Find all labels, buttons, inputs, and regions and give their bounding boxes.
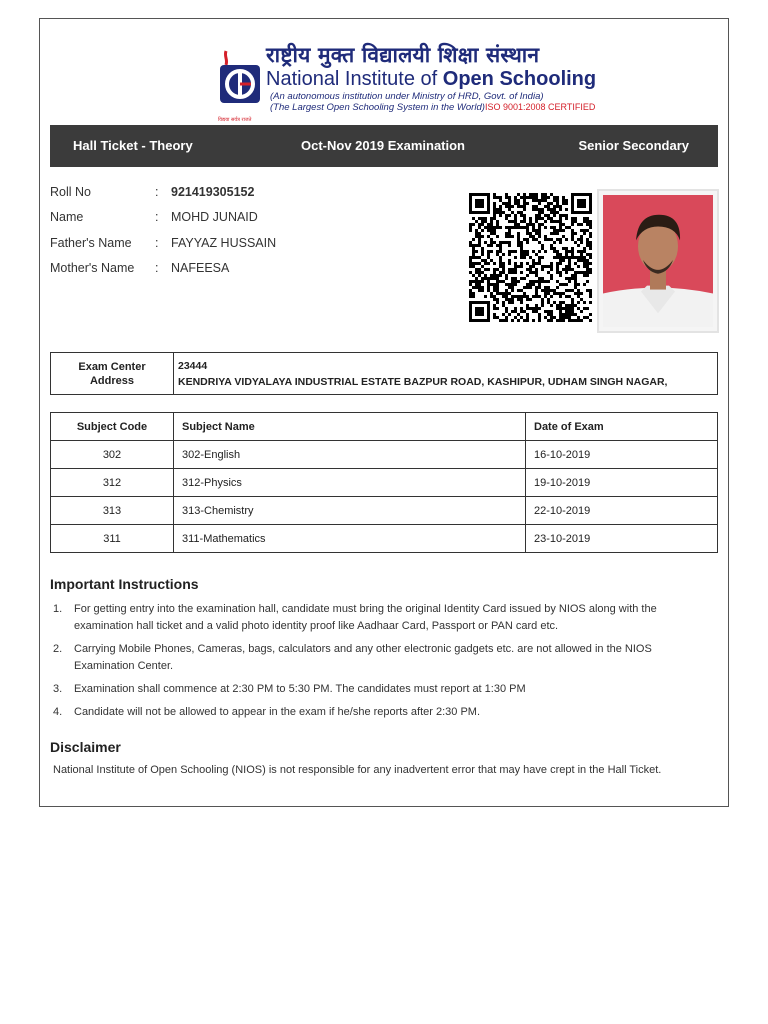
exam-session: Oct-Nov 2019 Examination <box>301 138 465 153</box>
detail-label: Name <box>50 210 84 225</box>
instruction-text: Examination shall commence at 2:30 PM to 5:30 PM. The candidates must report at 1:30 PM <box>74 683 526 695</box>
subject-code: 311 <box>51 525 174 553</box>
subject-code: 312 <box>51 469 174 497</box>
instructions-title: Important Instructions <box>50 576 199 592</box>
exam-center <box>50 352 718 395</box>
logo-subtitle-1: (An autonomous institution under Ministry of HRD, Govt. of India) <box>270 91 544 102</box>
qr-code <box>469 193 592 322</box>
detail-colon: : <box>155 185 159 199</box>
exam-center-label <box>51 353 174 394</box>
instruction-text: Carrying Mobile Phones, Cameras, bags, calculators and any other electronic gadgets etc. are not allowed in the NIOS Examination Center. <box>74 643 652 672</box>
nios-emblem-icon <box>218 47 262 111</box>
subject-name: 311-Mathematics <box>174 525 526 553</box>
candidate-photo-image <box>603 195 713 327</box>
exam-center-label-line1: Exam Center <box>78 361 146 373</box>
list-item <box>50 681 710 698</box>
logo-subtitle-2: (The Largest Open Schooling System in the World) <box>270 102 485 113</box>
detail-label: Father's Name <box>50 235 132 250</box>
exam-date: 16-10-2019 <box>526 441 718 469</box>
hall-ticket-card <box>39 18 729 807</box>
subject-code: 313 <box>51 497 174 525</box>
list-item <box>50 704 710 721</box>
qr-finder <box>475 199 484 208</box>
table-row <box>51 525 718 553</box>
detail-label: Roll No <box>50 185 91 199</box>
exam-center-address: KENDRIYA VIDYALAYA INDUSTRIAL ESTATE BAZPUR ROAD, KASHIPUR, UDHAM SINGH NAGAR, <box>178 376 668 388</box>
logo-tagline: विद्यया सर्वत्र राजते <box>218 117 252 123</box>
disclaimer-title: Disclaimer <box>50 739 121 755</box>
roll-number: 921419305152 <box>171 185 255 199</box>
detail-colon: : <box>155 235 159 250</box>
list-item <box>50 641 710 675</box>
father-name: FAYYAZ HUSSAIN <box>171 235 277 250</box>
detail-label: Mother's Name <box>50 260 135 275</box>
logo-name-bold: Open Schooling <box>442 68 597 90</box>
table-row <box>51 441 718 469</box>
logo-english-name <box>266 68 596 91</box>
column-header: Subject Code <box>51 413 174 441</box>
qr-finder <box>577 199 586 208</box>
subject-name: 312-Physics <box>174 469 526 497</box>
mother-name: NAFEESA <box>171 260 230 275</box>
disclaimer-text: National Institute of Open Schooling (NIOS) is not responsible for any inadvertent error that may have crept in the Hall Ticket. <box>53 764 662 776</box>
instruction-text: Candidate will not be allowed to appear in the exam if he/she reports after 2:30 PM. <box>74 706 481 718</box>
iso-certification: ISO 9001:2008 CERTIFIED <box>485 102 596 112</box>
list-number: 4. <box>53 706 63 718</box>
table-header-row <box>51 413 718 441</box>
exam-date: 22-10-2019 <box>526 497 718 525</box>
instruction-text: For getting entry into the examination hall, candidate must bring the original Identity Card issued by NIOS along with the examination hall ticket and a valid photo identity proof like Aadhaar Card, Passport or PAN card etc. <box>74 603 657 632</box>
table-row <box>51 469 718 497</box>
table-row <box>51 497 718 525</box>
subject-name: 302-English <box>174 441 526 469</box>
title-bar <box>50 125 718 167</box>
qr-finder <box>475 307 484 316</box>
exam-center-value <box>178 358 667 390</box>
course-level: Senior Secondary <box>578 138 689 153</box>
column-header: Date of Exam <box>526 413 718 441</box>
logo-hindi-name: राष्ट्रीय मुक्त विद्यालयी शिक्षा संस्थान <box>266 43 540 67</box>
candidate-name: MOHD JUNAID <box>171 210 258 225</box>
logo-name-regular: National Institute of <box>266 68 443 90</box>
exam-date: 23-10-2019 <box>526 525 718 553</box>
ticket-type: Hall Ticket - Theory <box>73 138 193 153</box>
subjects-table <box>50 412 718 553</box>
instructions-list <box>50 601 710 727</box>
exam-date: 19-10-2019 <box>526 469 718 497</box>
list-number: 2. <box>53 643 63 655</box>
nios-logo <box>218 41 602 123</box>
candidate-photo <box>597 189 719 333</box>
list-number: 3. <box>53 683 63 695</box>
detail-colon: : <box>155 210 159 225</box>
list-number: 1. <box>53 603 63 615</box>
subject-code: 302 <box>51 441 174 469</box>
detail-colon: : <box>155 260 159 275</box>
subject-name: 313-Chemistry <box>174 497 526 525</box>
list-item <box>50 601 710 635</box>
column-header: Subject Name <box>174 413 526 441</box>
exam-center-code: 23444 <box>178 360 208 372</box>
exam-center-label-line2: Address <box>89 375 135 387</box>
